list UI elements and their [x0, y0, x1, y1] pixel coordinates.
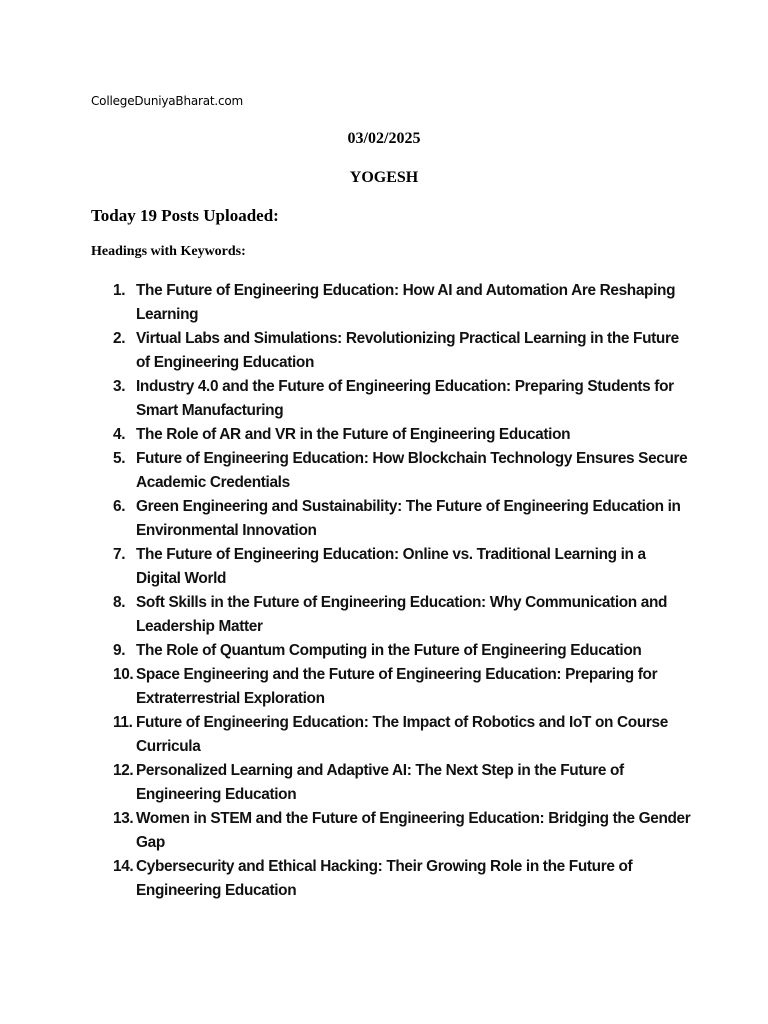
list-item [113, 807, 693, 855]
list-item-text: Women in STEM and the Future of Engineering Education: Bridging the Gender Gap [136, 810, 691, 851]
list-item-number: 4. [113, 426, 126, 443]
headings-list [113, 279, 693, 903]
list-item-text: Green Engineering and Sustainability: The Future of Engineering Education in Environmental Innovation [136, 498, 681, 539]
list-item [113, 327, 693, 375]
list-item [113, 495, 693, 543]
list-item-number: 7. [113, 546, 126, 563]
list-item [113, 759, 693, 807]
list-item-number: 3. [113, 378, 126, 395]
author-name: YOGESH [349, 169, 419, 186]
list-item-text: Personalized Learning and Adaptive AI: The Next Step in the Future of Engineering Education [136, 762, 624, 803]
list-item-text: The Future of Engineering Education: How AI and Automation Are Reshaping Learning [136, 282, 676, 323]
list-item-text: Future of Engineering Education: How Blockchain Technology Ensures Secure Academic Credentials [136, 450, 688, 491]
list-item-number: 5. [113, 450, 126, 467]
list-item-text: Soft Skills in the Future of Engineering Education: Why Communication and Leadership Matter [136, 594, 668, 635]
list-item-text: The Role of AR and VR in the Future of Engineering Education [136, 426, 571, 443]
list-item-text: Future of Engineering Education: The Impact of Robotics and IoT on Course Curricula [136, 714, 668, 755]
list-item-number: 9. [113, 642, 126, 659]
posts-uploaded-heading: Today 19 Posts Uploaded: [91, 206, 279, 225]
list-item-number: 2. [113, 330, 126, 347]
list-item-number: 10. [113, 666, 134, 683]
list-item [113, 375, 693, 423]
list-item-number: 1. [113, 282, 126, 299]
list-item-number: 14. [113, 858, 134, 875]
list-item [113, 855, 693, 903]
document-date: 03/02/2025 [347, 130, 421, 147]
list-item [113, 543, 693, 591]
list-item [113, 423, 693, 447]
list-item [113, 279, 693, 327]
list-item [113, 711, 693, 759]
headings-label: Headings with Keywords: [91, 244, 246, 259]
list-item-text: Virtual Labs and Simulations: Revolutionizing Practical Learning in the Future of Engineering Education [136, 330, 679, 371]
list-item [113, 591, 693, 639]
site-name: CollegeDuniyaBharat.com [91, 94, 244, 108]
list-item-text: Industry 4.0 and the Future of Engineering Education: Preparing Students for Smart Manufacturing [136, 378, 674, 419]
list-item-number: 6. [113, 498, 126, 515]
list-item [113, 663, 693, 711]
list-item-number: 11. [113, 714, 133, 731]
list-item-number: 13. [113, 810, 134, 827]
list-item [113, 447, 693, 495]
list-item-text: Cybersecurity and Ethical Hacking: Their Growing Role in the Future of Engineering Education [136, 858, 633, 899]
list-item-text: The Role of Quantum Computing in the Future of Engineering Education [136, 642, 642, 659]
list-item [113, 639, 693, 663]
list-item-text: Space Engineering and the Future of Engineering Education: Preparing for Extraterrestrial Exploration [136, 666, 658, 707]
list-item-number: 12. [113, 762, 134, 779]
list-item-number: 8. [113, 594, 126, 611]
list-item-text: The Future of Engineering Education: Online vs. Traditional Learning in a Digital World [136, 546, 646, 587]
